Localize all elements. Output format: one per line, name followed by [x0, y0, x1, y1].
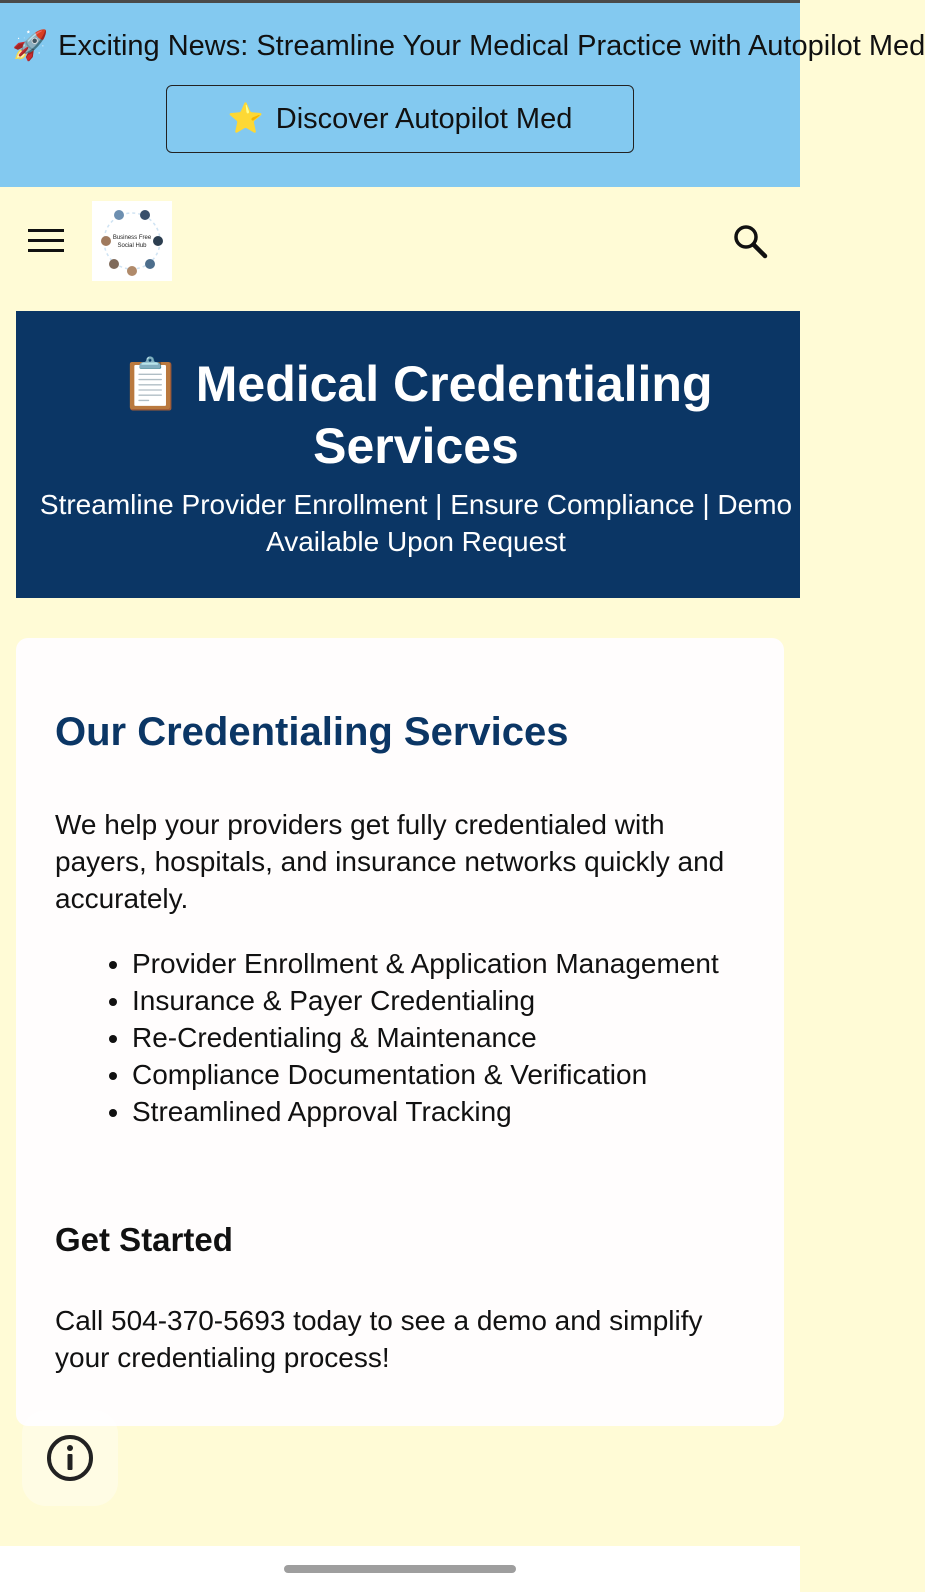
logo-text: Business Free: [112, 235, 152, 241]
announcement-text: [12, 27, 925, 65]
clipboard-icon: 📋: [119, 356, 182, 412]
list-item: • Compliance Documentation & Verification: [132, 1056, 822, 1093]
logo-graphic: [92, 201, 172, 281]
discover-autopilot-button[interactable]: [166, 85, 634, 153]
announcement-message: Exciting News: Streamline Your Medical Practice with Autopilot Med: [58, 30, 925, 62]
services-intro: We help your providers get fully credentialed with payers, hospitals, and insurance networks quickly and accurately.: [55, 809, 725, 914]
rocket-icon: 🚀: [12, 30, 49, 62]
system-navigation-bar: [0, 1546, 800, 1592]
page-title: [36, 353, 796, 477]
info-icon: [44, 1432, 96, 1484]
list-item: • Insurance & Payer Credentialing: [132, 982, 822, 1019]
announcement-bar: [0, 3, 925, 187]
hero-banner: [16, 311, 800, 598]
call-to-action-text: Call 504-370-5693 today to see a demo and simplify your credentialing process!: [55, 1305, 703, 1373]
hero-subtitle: Streamline Provider Enrollment | Ensure Compliance | Demo Available Upon Request: [39, 489, 793, 557]
site-logo[interactable]: [92, 201, 172, 281]
get-started-heading: Get Started: [55, 1221, 233, 1258]
discover-autopilot-label: Discover Autopilot Med: [275, 102, 573, 135]
list-item: • Re-Credentialing & Maintenance: [132, 1019, 822, 1056]
services-list: [55, 945, 822, 1130]
info-button[interactable]: [22, 1410, 118, 1506]
list-item: • Streamlined Approval Tracking: [132, 1093, 822, 1130]
site-header: [0, 187, 800, 297]
svg-text:Social Hub: Social Hub: [117, 243, 147, 249]
hero-title-text: Medical Credentialing Services: [195, 356, 713, 474]
search-icon[interactable]: [730, 221, 770, 261]
hamburger-menu-icon[interactable]: [28, 227, 66, 255]
services-heading: Our Credentialing Services: [55, 710, 569, 754]
star-icon: ⭐: [227, 103, 264, 135]
list-item: • Provider Enrollment & Application Management: [132, 945, 822, 982]
home-indicator[interactable]: [284, 1565, 516, 1573]
services-card: [16, 638, 784, 1426]
